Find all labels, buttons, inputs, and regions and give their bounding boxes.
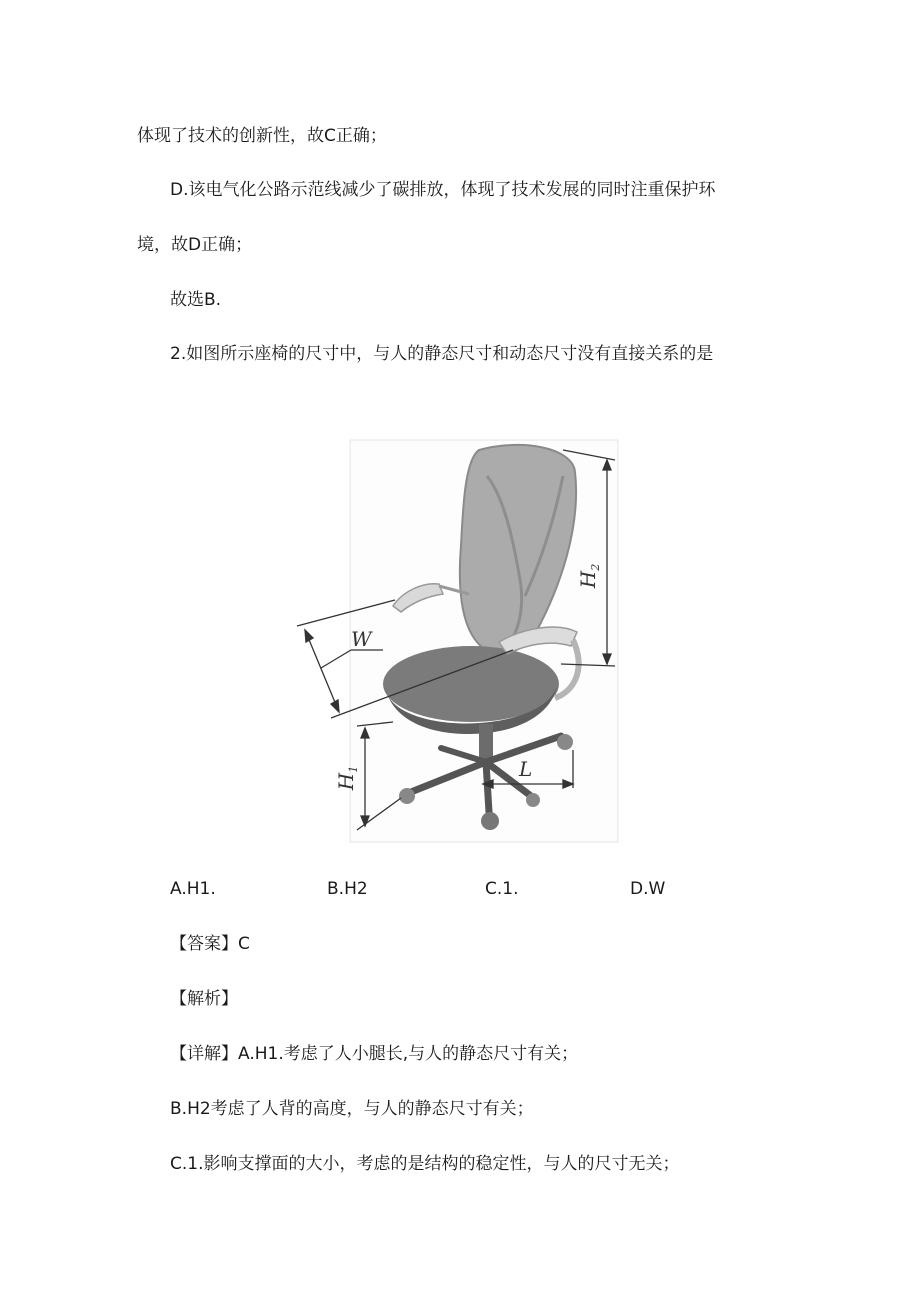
line-2: D.该电气化公路示范线减少了碳排放，体现了技术发展的同时注重保护环 — [170, 180, 716, 200]
question-2: 2.如图所示座椅的尺寸中，与人的静态尺寸和动态尺寸没有直接关系的是 — [170, 344, 714, 364]
label-l: L — [519, 757, 533, 781]
option-b: B.H2 — [327, 879, 368, 899]
detail-a: 【详解】A.H1.考虑了人小腿长,与人的静态尺寸有关； — [170, 1044, 579, 1064]
svg-text:H1: $H_1$ — [334, 765, 360, 791]
line-1: 体现了技术的创新性，故C正确； — [137, 126, 387, 146]
analysis-heading: 【解析】 — [170, 989, 238, 1009]
option-d: D.W — [630, 879, 666, 899]
answer: 【答案】C — [170, 934, 250, 954]
line-3: 境，故D正确； — [137, 235, 253, 255]
svg-text:H2: $H_2$ — [576, 563, 602, 589]
label-h1: H — [334, 772, 358, 791]
option-c: C.1. — [485, 879, 519, 899]
detail-c: C.1.影响支撑面的大小，考虑的是结构的稳定性，与人的尺寸无关； — [170, 1154, 680, 1174]
label-h2: H — [576, 570, 600, 589]
label-w: W — [351, 627, 372, 651]
chair-dimension-figure — [293, 436, 625, 848]
detail-b: B.H2考虑了人背的高度，与人的静态尺寸有关； — [170, 1099, 534, 1119]
option-a: A.H1. — [170, 879, 216, 899]
line-4: 故选B. — [170, 290, 222, 310]
